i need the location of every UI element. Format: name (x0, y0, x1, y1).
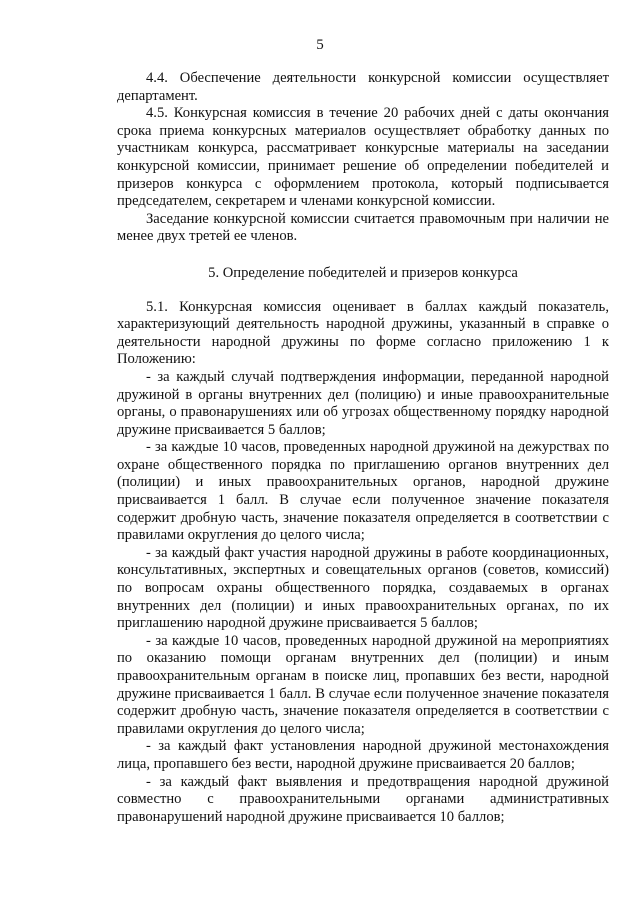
list-item-missing-person-found: - за каждый факт установления народной дружиной местонахождения лица, пропавшего без вести, народной дружине присваивается 20 баллов; (117, 738, 609, 772)
paragraph-4-4: 4.4. Обеспечение деятельности конкурсной комиссии осуществляет департамент. (117, 70, 609, 104)
page-number: 5 (316, 37, 324, 53)
paragraph-4-5: 4.5. Конкурсная комиссия в течение 20 рабочих дней с даты окончания срока приема конкурсных материалов осуществляет обработку данных по участникам конкурса, рассматривает конкурсные материалы на заседании конкурсной комиссии, принимает решение об определении победителей и призеров конкурса с оформлением протокола, который подписывается председателем, секретарем и членами конкурсной комиссии. (117, 105, 609, 210)
list-item-offense-prevention: - за каждый факт выявления и предотвращения народной дружиной совместно с правоохранительными органами административных правонарушений народной дружине присваивается 10 баллов; (117, 773, 609, 825)
section-heading: 5. Определение победителей и призеров конкурса (208, 264, 518, 281)
document-body (117, 70, 609, 826)
paragraph-quorum: Заседание конкурсной комиссии считается правомочным при наличии не менее двух третей ее членов. (117, 210, 609, 245)
paragraph-5-1: 5.1. Конкурсная комиссия оценивает в баллах каждый показатель, характеризующий деятельность народной дружины, указанный в справке о деятельности народной дружины по форме согласно приложению 1 к Положению: (117, 298, 609, 368)
list-item-coordination-participation: - за каждый факт участия народной дружины в работе координационных, консультативных, экспертных и совещательных органов (советов, комиссий) по вопросам охраны общественного порядка, создаваемых в органах внутренних дел (полиции) и иных правоохранительных органах, по их приглашению народной дружине присваивается 5 баллов; (117, 544, 609, 632)
list-item-search-hours: - за каждые 10 часов, проведенных народной дружиной на мероприятиях по оказанию помощи органам внутренних дел (полиции) и иным правоохранительным органам в поиске лиц, пропавших без вести, народной дружине присваивается 1 балл. В случае если полученное значение показателя содержит дробную часть, значение показателя определяется в соответствии с правилами округления до целого числа; (117, 632, 609, 737)
list-item-duty-hours: - за каждые 10 часов, проведенных народной дружиной на дежурствах по охране общественного порядка по приглашению органов внутренних дел (полиции) и иных правоохранительных органов, народной дружине присваивается 1 балл. В случае если полученное значение показателя содержит дробную часть, значение показателя определяется в соответствии с правилами округления до целого числа; (117, 439, 609, 544)
list-item-info-confirmation: - за каждый случай подтверждения информации, переданной народной дружиной в органы внутренних дел (полицию) и иные правоохранительные органы, о правонарушениях или об угрозах общественному порядку народной дружине присваивается 5 баллов; (117, 368, 609, 438)
